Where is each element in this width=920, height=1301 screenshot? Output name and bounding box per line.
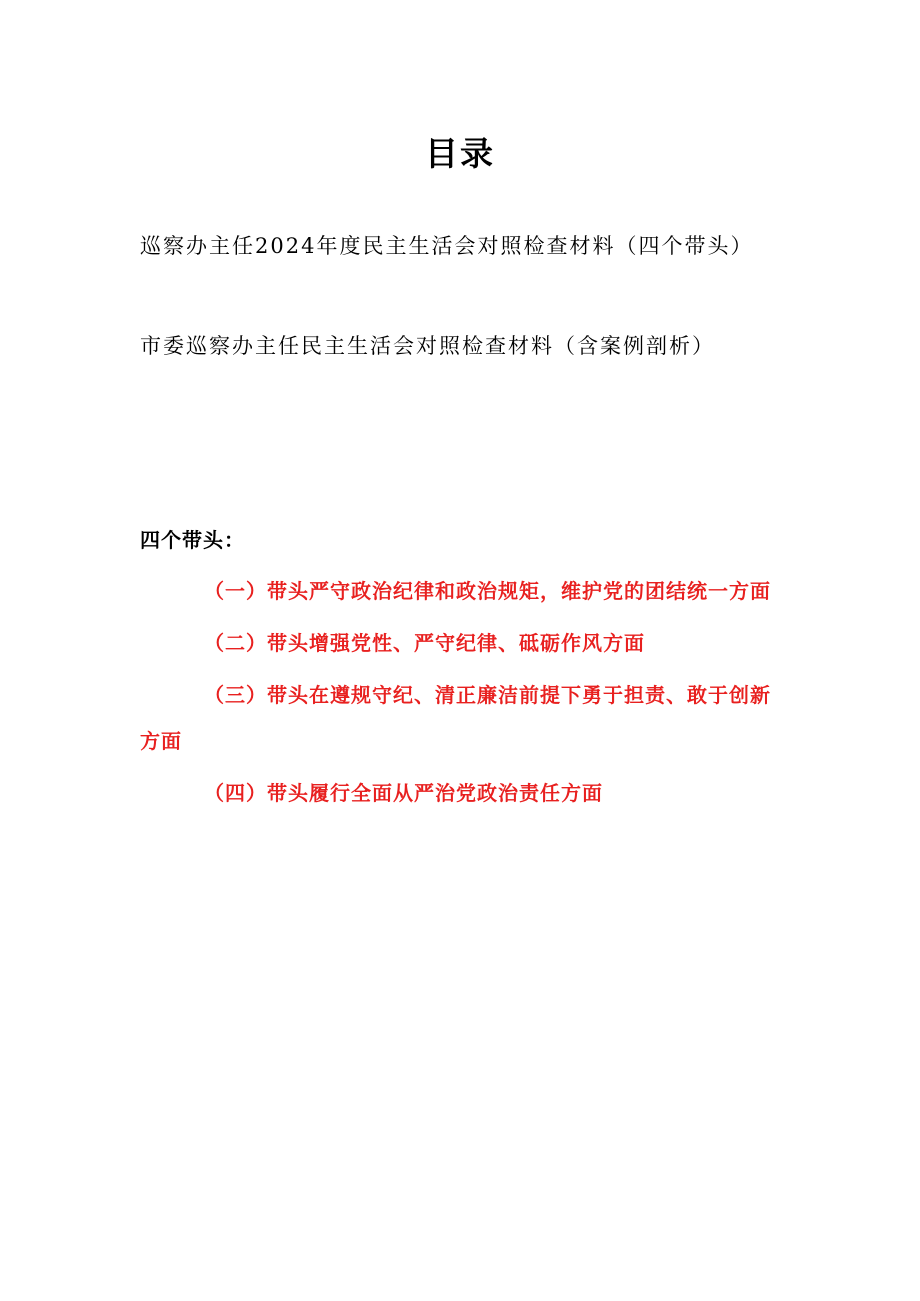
toc-item-1: 巡察办主任2024年度民主生活会对照检查材料（四个带头） (140, 234, 754, 258)
point-item-1: （一）带头严守政治纪律和政治规矩，维护党的团结统一方面 (204, 579, 771, 603)
point-item-2: （二）带头增强党性、严守纪律、砥砺作风方面 (204, 631, 645, 655)
points-list (140, 568, 785, 822)
point-item-4: （四）带头履行全面从严治党政治责任方面 (204, 781, 603, 805)
toc-item-2: 市委巡察办主任民主生活会对照检查材料（含案例剖析） (140, 334, 715, 358)
point-item-3: （三）带头在遵规守纪、清正廉洁前提下勇于担责、敢于创新方面 (140, 683, 771, 753)
section-heading: 四个带头： (140, 528, 245, 552)
document-title: 目录 (425, 134, 495, 173)
